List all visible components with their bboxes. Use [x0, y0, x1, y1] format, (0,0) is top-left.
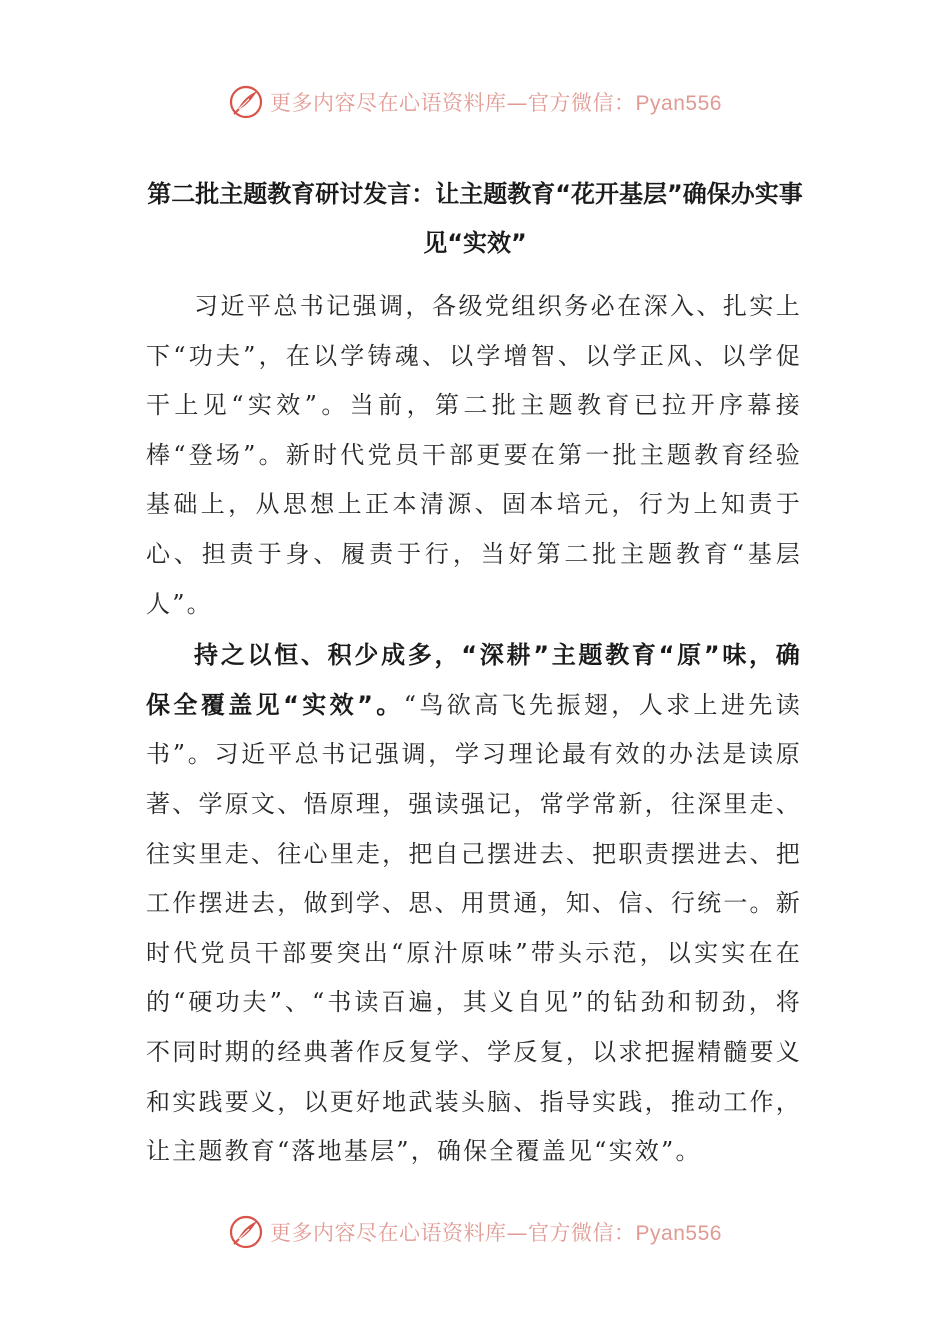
document-body: [146, 282, 802, 1177]
feather-pen-logo-icon: [228, 1214, 264, 1250]
watermark-text: [270, 87, 722, 117]
footer-watermark: [0, 1210, 950, 1254]
watermark-text: [270, 1217, 722, 1247]
watermark-wechat-label: 官方微信：: [528, 1221, 636, 1245]
feather-pen-logo-icon: [228, 84, 264, 120]
watermark-dash: —: [506, 1221, 529, 1245]
watermark-handle: Pyan556: [635, 1222, 722, 1245]
paragraph-2-lead: 持之以恒、积少成多，“深耕”主题教育“原”味，确保全覆盖见“实效”。: [146, 641, 802, 719]
document-title: 第二批主题教育研讨发言：让主题教育“花开基层”确保办实事见“实效”: [147, 180, 803, 257]
watermark-handle: Pyan556: [635, 92, 722, 115]
watermark-brand: 更多内容尽在心语资料库: [270, 1221, 507, 1245]
header-watermark: [0, 80, 950, 124]
watermark-wechat-label: 官方微信：: [528, 91, 636, 115]
paragraph-2-text: “鸟欲高飞先振翅，人求上进先读书”。习近平总书记强调，学习理论最有效的办法是读原著、学原文、悟原理，强读强记，常学常新，往深里走、往实里走、往心里走，把自己摆进去、把职责摆进去、把工作摆进去，做到学、思、用贯通，知、信、行统一。新时代党员干部要突出“原汁原味”带头示范，以实实在在的“硬功夫”、“书读百遍，其义自见”的钻劲和韧劲，将不同时期的经典著作反复学、学反复，以求把握精髓要义和实践要义，以更好地武装头脑、指导实践，推动工作，让主题教育“落地基层”，确保全覆盖见“实效”。: [146, 690, 802, 1166]
watermark-brand: 更多内容尽在心语资料库: [270, 91, 507, 115]
watermark-dash: —: [506, 91, 529, 115]
paragraph-1: [146, 282, 802, 629]
paragraph-1-text: 习近平总书记强调，各级党组织务必在深入、扎实上下“功夫”，在以学铸魂、以学增智、以学正风、以学促干上见“实效”。当前，第二批主题教育已拉开序幕接棒“登场”。新时代党员干部更要在第一批主题教育经验基础上，从思想上正本清源、固本培元，行为上知责于心、担责于身、履责于行，当好第二批主题教育“基层人”。: [146, 292, 802, 618]
paragraph-2: [146, 631, 802, 1177]
